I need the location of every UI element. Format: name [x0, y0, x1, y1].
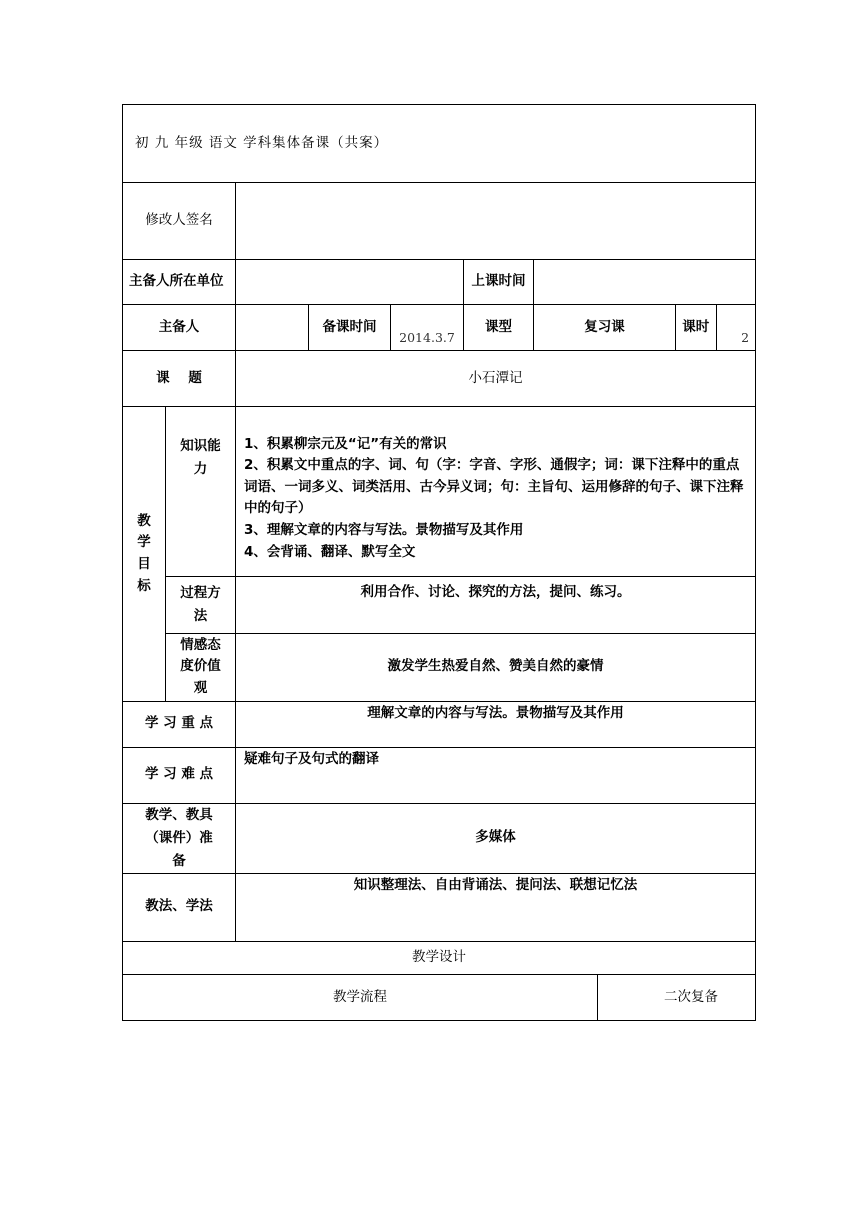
document-title: 初 九 年级 语文 学科集体备课（共案）	[123, 105, 756, 183]
emotion-value: 激发学生热爱自然、赞美自然的豪情	[236, 633, 756, 701]
lesson-plan-table	[122, 104, 756, 1021]
process-label: 过程方法	[166, 576, 236, 633]
difficulties-label: 学 习 难 点	[123, 747, 236, 803]
unit-field[interactable]	[236, 260, 464, 305]
knowledge-item: 2、积累文中重点的字、词、句（字：字音、字形、通假字；词：课下注释中的重点词语、一词多义、词类活用、古今异义词；句：主旨句、运用修辞的句子、课下注释中的句子）	[244, 457, 744, 517]
methods-value: 知识整理法、自由背诵法、提问法、联想记忆法	[236, 873, 756, 941]
tools-value: 多媒体	[236, 803, 756, 873]
knowledge-item: 1、积累柳宗元及“记”有关的常识	[244, 435, 447, 452]
class-time-label: 上课时间	[464, 260, 534, 305]
topic-label: 课 题	[123, 351, 236, 407]
design-label: 教学设计	[123, 941, 756, 974]
flow-label: 教学流程	[123, 974, 598, 1020]
lesson-type-label: 课型	[464, 305, 534, 351]
second-review-label: 二次复备	[598, 974, 756, 1020]
author-label: 主备人	[123, 305, 236, 351]
topic-value: 小石潭记	[236, 351, 756, 407]
prep-time-value: 2014.3.7	[391, 305, 464, 351]
unit-label: 主备人所在单位	[123, 260, 236, 305]
hours-label: 课时	[676, 305, 717, 350]
hours-value: 2	[741, 330, 750, 346]
knowledge-item: 3、理解文章的内容与写法。景物描写及其作用	[244, 522, 524, 539]
goals-label-char: 标	[137, 577, 151, 594]
goals-label	[123, 407, 166, 701]
tools-label: 教学、教具（课件）准 备	[123, 803, 236, 873]
goals-label-char: 学	[137, 534, 151, 551]
author-field[interactable]	[236, 305, 309, 351]
prep-time-label: 备课时间	[309, 305, 391, 351]
process-value: 利用合作、讨论、探究的方法，提问、练习。	[236, 576, 756, 633]
reviser-field[interactable]	[236, 183, 756, 260]
class-time-field[interactable]	[534, 260, 756, 305]
goals-label-char: 目	[137, 556, 151, 573]
hours-cell	[676, 305, 756, 351]
lesson-type-value: 复习课	[534, 305, 676, 351]
key-points-value: 理解文章的内容与写法。景物描写及其作用	[236, 701, 756, 747]
goals-label-char: 教	[137, 512, 151, 529]
emotion-label: 情感态度价值观	[166, 633, 236, 701]
methods-label: 教法、学法	[123, 873, 236, 941]
knowledge-list	[236, 407, 756, 576]
knowledge-label: 知识能力	[166, 407, 236, 576]
difficulties-value: 疑难句子及句式的翻译	[236, 747, 756, 803]
knowledge-item: 4、会背诵、翻译、默写全文	[244, 543, 416, 560]
reviser-label: 修改人签名	[123, 183, 236, 260]
key-points-label: 学 习 重 点	[123, 701, 236, 747]
